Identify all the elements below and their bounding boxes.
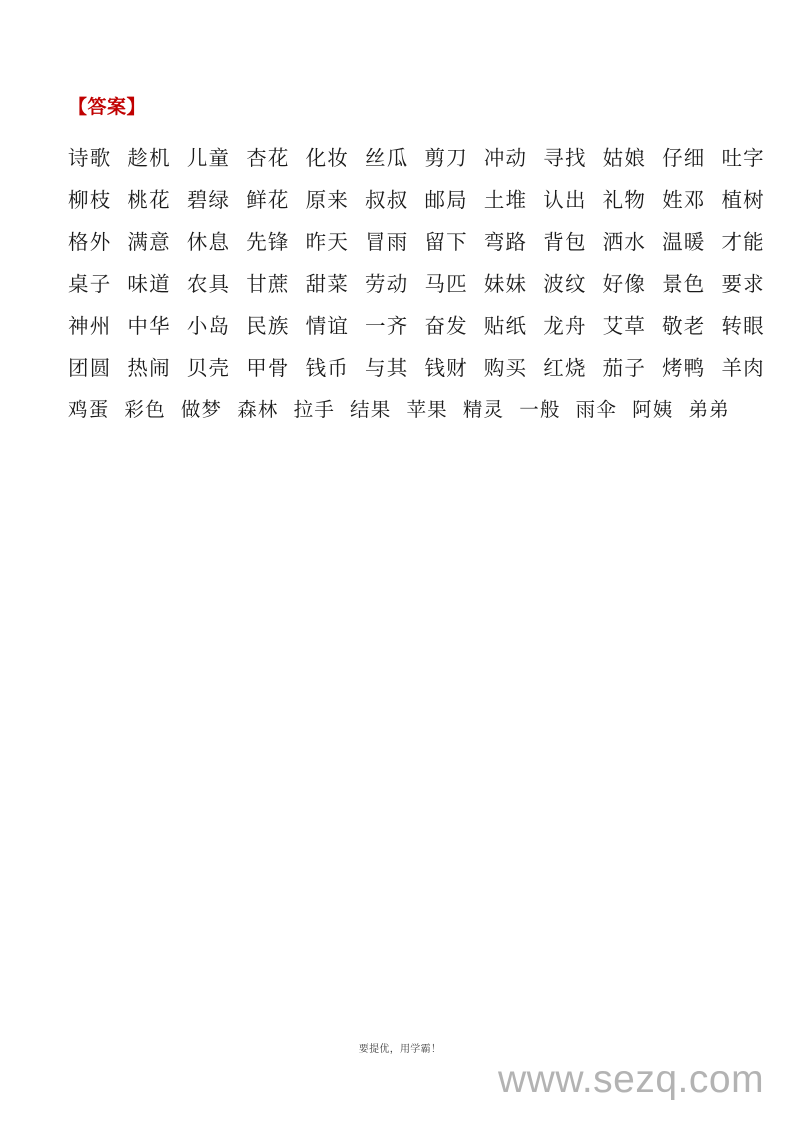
answer-word: 龙舟 bbox=[543, 316, 587, 338]
answer-heading: 【答案】 bbox=[68, 97, 147, 118]
answer-word: 儿童 bbox=[186, 148, 231, 170]
answer-word: 味道 bbox=[127, 274, 171, 296]
answer-word: 碧绿 bbox=[186, 190, 231, 212]
answer-word: 波纹 bbox=[543, 274, 587, 296]
answer-word: 温暖 bbox=[662, 232, 706, 254]
answer-row bbox=[68, 348, 765, 390]
answer-word: 一般 bbox=[519, 400, 561, 421]
answer-word: 杏花 bbox=[246, 148, 290, 170]
answer-word: 森林 bbox=[237, 400, 279, 421]
answer-word: 烤鸭 bbox=[662, 358, 706, 380]
answer-row bbox=[68, 306, 765, 348]
answer-word: 与其 bbox=[365, 358, 409, 380]
answer-word: 姓邓 bbox=[662, 190, 706, 212]
answer-word: 满意 bbox=[127, 232, 171, 254]
answer-word: 彩色 bbox=[124, 400, 166, 421]
answer-word: 热闹 bbox=[127, 358, 171, 380]
answer-word: 苹果 bbox=[406, 400, 448, 421]
answer-word: 鸡蛋 bbox=[68, 400, 110, 421]
answer-word: 留下 bbox=[424, 232, 468, 254]
answer-word: 趁机 bbox=[127, 148, 171, 170]
answer-word-rows bbox=[68, 138, 765, 432]
answer-word: 先锋 bbox=[246, 232, 290, 254]
answer-word: 柳枝 bbox=[68, 190, 112, 212]
answer-word: 桌子 bbox=[68, 274, 112, 296]
answer-row bbox=[68, 390, 732, 432]
answer-word: 农具 bbox=[186, 274, 231, 296]
footer-note: 要提优，用学霸！ bbox=[358, 1044, 442, 1055]
answer-row bbox=[68, 180, 765, 222]
answer-word: 休息 bbox=[186, 232, 231, 254]
answer-word: 鲜花 bbox=[246, 190, 290, 212]
answer-content bbox=[68, 96, 765, 432]
site-watermark: www.sezq.com bbox=[498, 1058, 765, 1101]
answer-word: 拉手 bbox=[293, 400, 336, 421]
answer-word: 做梦 bbox=[180, 400, 223, 421]
answer-word: 洒水 bbox=[602, 232, 647, 254]
answer-word: 精灵 bbox=[462, 400, 505, 421]
answer-word: 甲骨 bbox=[246, 358, 290, 380]
answer-word: 好像 bbox=[602, 274, 647, 296]
answer-word: 民族 bbox=[246, 316, 290, 338]
answer-word: 礼物 bbox=[602, 190, 647, 212]
answer-word: 阿姨 bbox=[632, 400, 674, 421]
answer-word: 弟弟 bbox=[688, 400, 730, 421]
answer-row bbox=[68, 138, 765, 180]
answer-word: 购买 bbox=[483, 358, 528, 380]
answer-word: 马匹 bbox=[424, 274, 468, 296]
answer-word: 妹妹 bbox=[483, 274, 528, 296]
answer-word: 姑娘 bbox=[602, 148, 647, 170]
answer-word: 雨伞 bbox=[575, 400, 618, 421]
answer-word: 红烧 bbox=[543, 358, 587, 380]
answer-word: 甜菜 bbox=[305, 274, 350, 296]
answer-word: 认出 bbox=[543, 190, 587, 212]
answer-word: 团圆 bbox=[68, 358, 112, 380]
answer-word: 钱财 bbox=[424, 358, 468, 380]
answer-word: 贝壳 bbox=[186, 358, 231, 380]
answer-word: 剪刀 bbox=[424, 148, 468, 170]
answer-word: 冲动 bbox=[483, 148, 528, 170]
answer-word: 神州 bbox=[68, 316, 112, 338]
answer-word: 昨天 bbox=[305, 232, 350, 254]
answer-word: 奋发 bbox=[424, 316, 468, 338]
answer-word: 土堆 bbox=[483, 190, 528, 212]
answer-word: 敬老 bbox=[662, 316, 706, 338]
answer-word: 结果 bbox=[350, 400, 392, 421]
answer-word: 艾草 bbox=[602, 316, 647, 338]
answer-row bbox=[68, 264, 765, 306]
answer-word: 桃花 bbox=[127, 190, 171, 212]
answer-word: 转眼 bbox=[721, 316, 765, 338]
answer-word: 化妆 bbox=[305, 148, 350, 170]
answer-word: 钱币 bbox=[305, 358, 350, 380]
answer-word: 茄子 bbox=[602, 358, 647, 380]
answer-word: 情谊 bbox=[305, 316, 350, 338]
answer-row bbox=[68, 222, 765, 264]
answer-word: 仔细 bbox=[662, 148, 706, 170]
answer-word: 背包 bbox=[543, 232, 587, 254]
answer-word: 丝瓜 bbox=[365, 148, 409, 170]
answer-word: 邮局 bbox=[424, 190, 468, 212]
answer-word: 小岛 bbox=[186, 316, 231, 338]
answer-word: 劳动 bbox=[365, 274, 409, 296]
answer-word: 弯路 bbox=[483, 232, 528, 254]
answer-word: 景色 bbox=[662, 274, 706, 296]
answer-word: 寻找 bbox=[543, 148, 587, 170]
answer-word: 植树 bbox=[721, 190, 765, 212]
answer-word: 贴纸 bbox=[483, 316, 528, 338]
answer-word: 才能 bbox=[721, 232, 765, 254]
answer-word: 原来 bbox=[305, 190, 350, 212]
answer-word: 吐字 bbox=[721, 148, 765, 170]
answer-word: 一齐 bbox=[365, 316, 409, 338]
answer-word: 叔叔 bbox=[365, 190, 409, 212]
answer-word: 格外 bbox=[68, 232, 112, 254]
answer-word: 甘蔗 bbox=[246, 274, 290, 296]
answer-word: 诗歌 bbox=[68, 148, 112, 170]
answer-word: 中华 bbox=[127, 316, 171, 338]
answer-word: 羊肉 bbox=[721, 358, 765, 380]
answer-word: 要求 bbox=[721, 274, 765, 296]
answer-word: 冒雨 bbox=[365, 232, 409, 254]
